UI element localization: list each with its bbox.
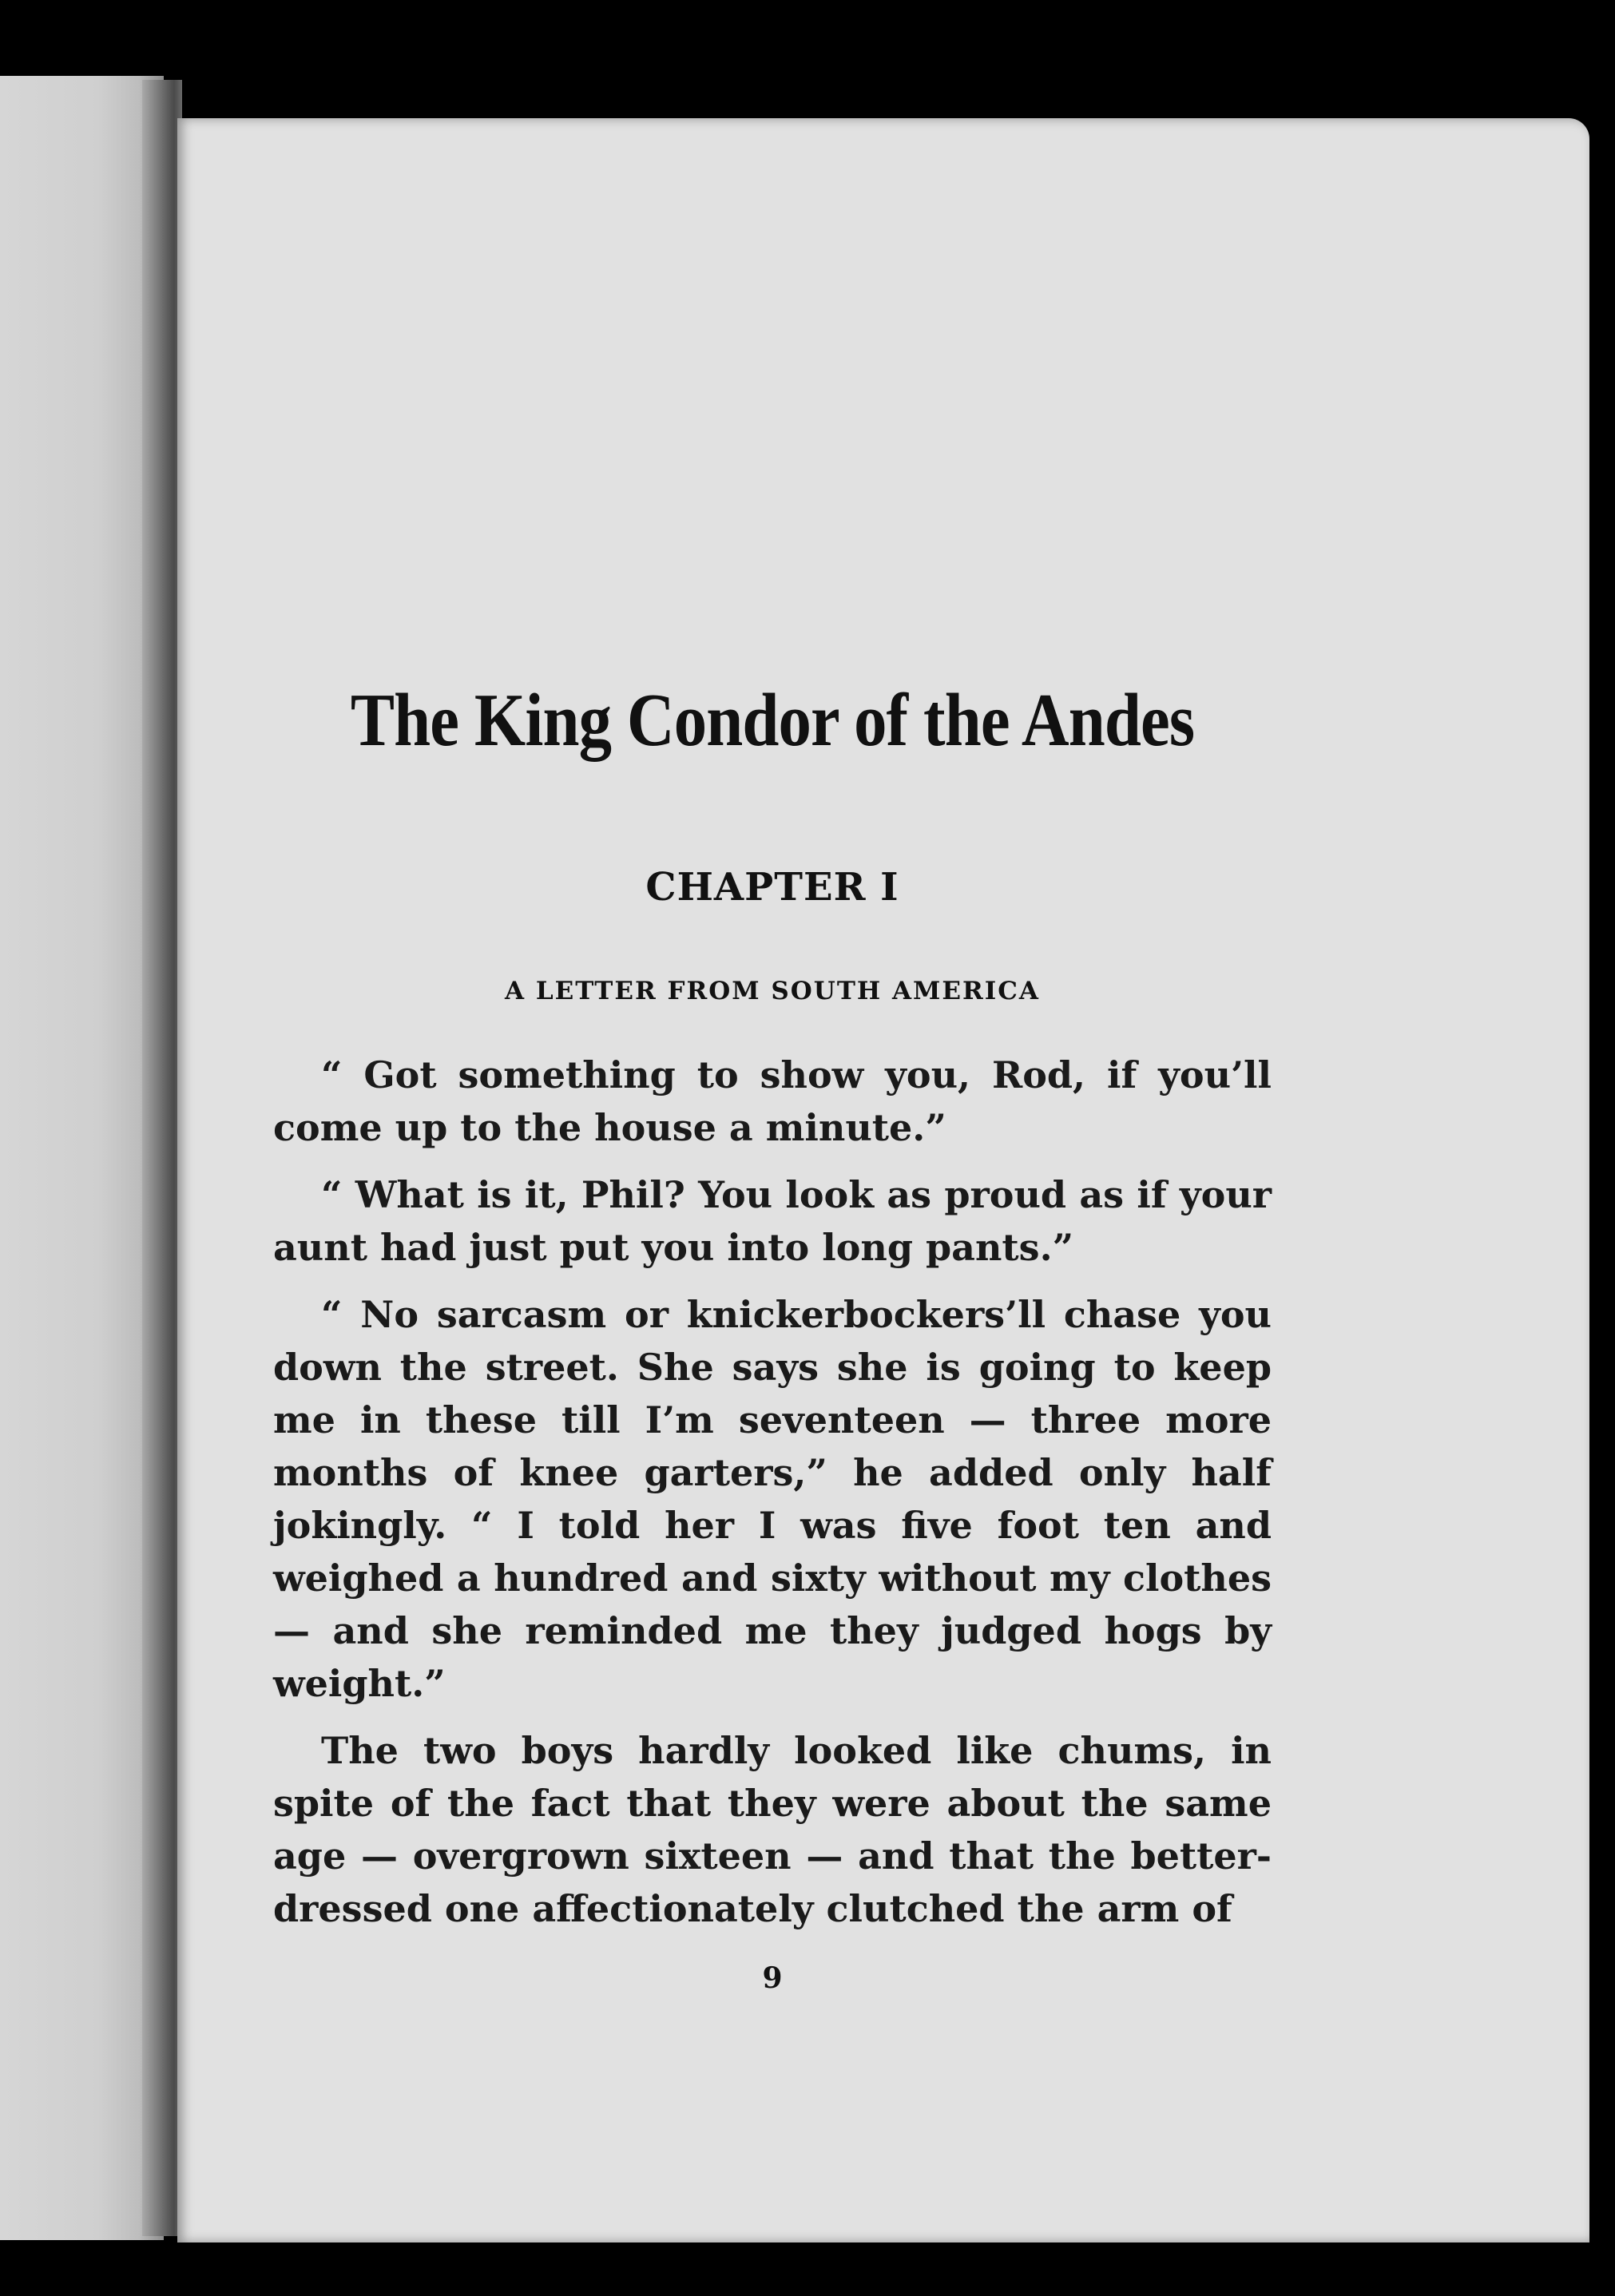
page-content — [273, 118, 1272, 2242]
body-text — [273, 1049, 1272, 1949]
chapter-subtitle: A LETTER FROM SOUTH AMERICA — [505, 977, 1040, 1005]
paragraph: “ No sarcasm or knickerbockers’ll chase you down the street. She says she is going to keep me in these till I’m seventeen — three more months of knee garters,” he added only half jokingly. “ I told her I was five foot ten and weighed a hundred and sixty without my clothes — and she reminded me they judged hogs by weight.” — [273, 1293, 1272, 1705]
book-spine-gutter — [142, 80, 182, 2236]
paragraph: “ Got something to show you, Rod, if you’ll come up to the house a minute.” — [273, 1053, 1272, 1149]
paragraph: The two boys hardly looked like chums, in spite of the fact that they were about the same age — overgrown sixteen — and that the better-dressed one affectionately clutched the arm of — [273, 1729, 1272, 1930]
book-page — [177, 118, 1589, 2242]
paragraph: “ What is it, Phil? You look as proud as if your aunt had just put you into long pants.” — [273, 1173, 1272, 1269]
chapter-heading: CHAPTER I — [645, 865, 899, 910]
page-number: 9 — [762, 1961, 783, 1995]
book-title: The King Condor of the Andes — [350, 679, 1195, 762]
facing-page-edge — [0, 76, 164, 2240]
